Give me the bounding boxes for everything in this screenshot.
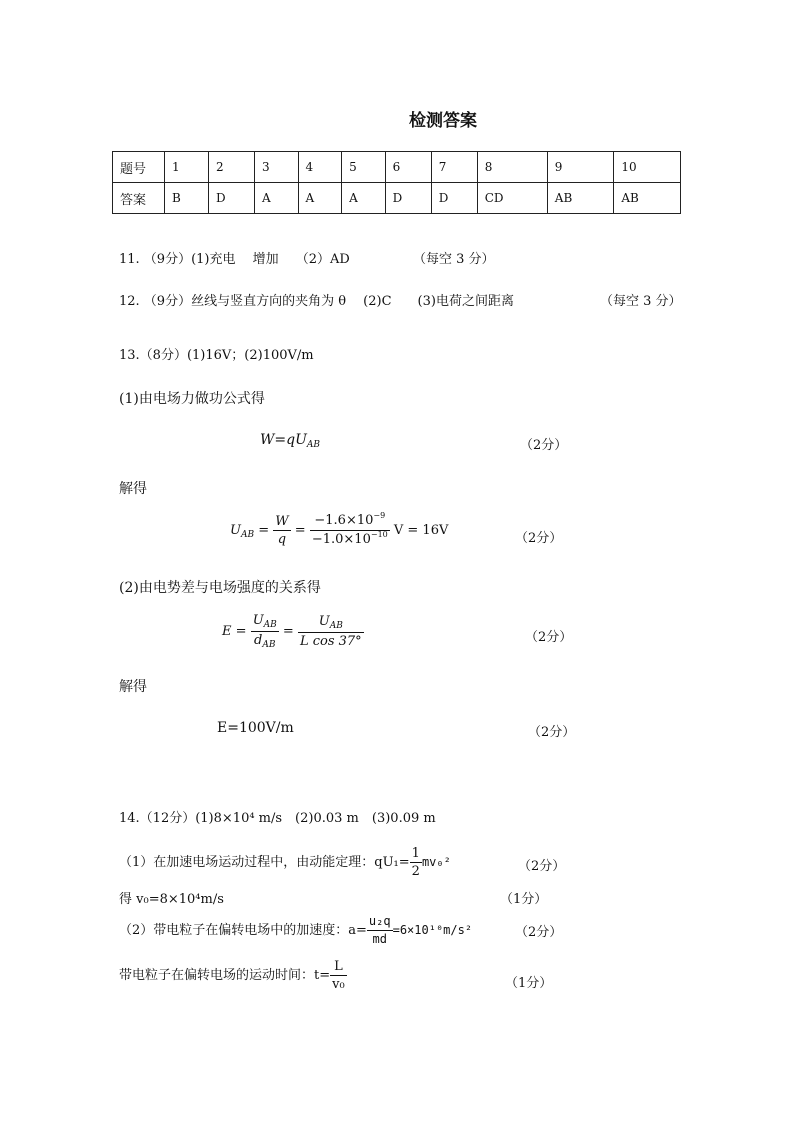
table-cell: D xyxy=(385,183,431,214)
table-cell: 5 xyxy=(342,152,386,183)
eq2-den2: −1.0×10 xyxy=(311,532,371,547)
q14-header: 14.（12分）(1)8×10⁴ m/s (2)0.03 m (3)0.09 m xyxy=(119,811,436,826)
q14-line2: 得 v₀=8×10⁴m/s xyxy=(119,892,224,907)
q13-eq2-score: （2分） xyxy=(515,531,563,546)
eq3-frac2 xyxy=(298,613,364,650)
eq2-lhs: U xyxy=(230,523,241,538)
q14-line4-den: v₀ xyxy=(332,977,345,992)
q14-line4-score: （1分） xyxy=(505,976,553,991)
table-cell: D xyxy=(208,183,254,214)
q14-line3-den: md xyxy=(372,932,387,946)
q13-eq4-score: （2分） xyxy=(528,725,576,740)
q13-step1: (1)由电场力做功公式得 xyxy=(119,391,265,407)
eq3-den1-sub: AB xyxy=(262,640,276,650)
table-cell: CD xyxy=(477,183,547,214)
q14-line4-text: 带电粒子在偏转电场的运动时间：t= xyxy=(119,968,331,983)
answer-table xyxy=(112,151,681,214)
table-cell: A xyxy=(298,183,342,214)
q14-line1-tail: mv₀² xyxy=(421,855,451,869)
eq1-sub: AB xyxy=(306,440,321,450)
eq2-num1: W xyxy=(275,514,289,529)
q14-line1-num: 1 xyxy=(411,846,420,861)
eq3-den2: L cos 37° xyxy=(299,634,362,649)
q14-line1 xyxy=(119,845,451,880)
eq3-den1: d xyxy=(254,633,263,648)
table-cell: 2 xyxy=(208,152,254,183)
eq2-num2-exp: −9 xyxy=(373,511,386,520)
q14-line4-frac xyxy=(330,958,347,993)
q12-score: （每空 3 分） xyxy=(600,294,682,309)
q14-line1-den: 2 xyxy=(411,864,420,879)
q13-eq2: $U_{AB}$ = $\frac{W}{q}$ = $\frac{-1.6\times 10^{-9}}{-1.0\times 10^{-10}}$ V = 16V xyxy=(230,511,449,547)
eq2-rhs: V = 16V xyxy=(393,523,449,538)
table-cell: A xyxy=(255,183,299,214)
q11-score: （每空 3 分） xyxy=(413,252,495,267)
row-header: 题号 xyxy=(113,152,165,183)
table-row-answers xyxy=(113,183,681,214)
q13-jiede1: 解得 xyxy=(119,481,147,497)
q11-text: 11. （9分）(1)充电 增加 （2）AD xyxy=(119,252,350,267)
eq3-num1: U xyxy=(252,613,264,628)
q13-header: 13.（8分）(1)16V；(2)100V/m xyxy=(119,348,314,363)
q14-line4 xyxy=(119,958,347,993)
q12-text: 12. （9分）丝线与竖直方向的夹角为 θ (2)C (3)电荷之间距离 xyxy=(119,294,514,309)
page-title: 检测答案 xyxy=(409,111,477,131)
table-cell: 9 xyxy=(547,152,614,183)
table-cell: D xyxy=(431,183,477,214)
q14-line3-text: （2）带电粒子在偏转电场中的加速度：a= xyxy=(119,923,367,938)
table-cell: AB xyxy=(614,183,681,214)
q14-line1-frac xyxy=(410,845,422,880)
eq2-frac1 xyxy=(273,513,290,548)
table-cell: 4 xyxy=(298,152,342,183)
table-cell: AB xyxy=(547,183,614,214)
q14-line4-num: L xyxy=(330,958,347,976)
table-cell: 6 xyxy=(385,152,431,183)
eq3-num2: U xyxy=(318,614,330,629)
eq3-lhs: E xyxy=(222,624,232,639)
eq1-lhs: W=qU xyxy=(260,432,307,448)
eq2-lhs-sub: AB xyxy=(240,530,255,540)
table-cell: A xyxy=(342,183,386,214)
q13-eq4: E=100V/m xyxy=(217,720,294,736)
table-cell: 7 xyxy=(431,152,477,183)
table-cell: 3 xyxy=(255,152,299,183)
eq3-num2-sub: AB xyxy=(329,621,343,631)
q14-line3-score: （2分） xyxy=(515,925,563,940)
q13-eq3: E = $\frac{U_{AB}}{d_{AB}}$ = $\frac{U_{AB}}{\text{L cos 37°}}$ xyxy=(222,613,362,650)
q13-eq1-score: （2分） xyxy=(520,438,568,453)
eq2-den2-exp: −10 xyxy=(370,530,388,539)
eq2-den1: q xyxy=(277,532,287,547)
q14-line2-score: （1分） xyxy=(500,892,548,907)
q13-eq1 xyxy=(260,432,320,448)
eq3-num1-sub: AB xyxy=(263,620,277,630)
q14-line1-text: （1）在加速电场运动过程中，由动能定理：qU₁= xyxy=(119,855,410,870)
table-cell: 8 xyxy=(477,152,547,183)
q14-line3 xyxy=(119,913,472,948)
table-cell: 10 xyxy=(614,152,681,183)
q14-line3-num: u₂q xyxy=(367,913,393,931)
q13-step2: (2)由电势差与电场强度的关系得 xyxy=(119,580,321,596)
eq2-num2: −1.6×10 xyxy=(314,513,374,528)
table-cell: B xyxy=(165,183,209,214)
table-cell: 1 xyxy=(165,152,209,183)
q13-jiede2: 解得 xyxy=(119,679,147,695)
q14-line3-frac xyxy=(367,913,393,948)
q14-line3-tail: =6×10¹⁰m/s² xyxy=(392,923,473,937)
eq3-frac1 xyxy=(251,612,279,651)
q14-line1-score: （2分） xyxy=(518,859,566,874)
eq2-frac2 xyxy=(310,512,390,549)
row-header: 答案 xyxy=(113,183,165,214)
q13-eq3-score: （2分） xyxy=(525,630,573,645)
table-row-numbers xyxy=(113,152,681,183)
